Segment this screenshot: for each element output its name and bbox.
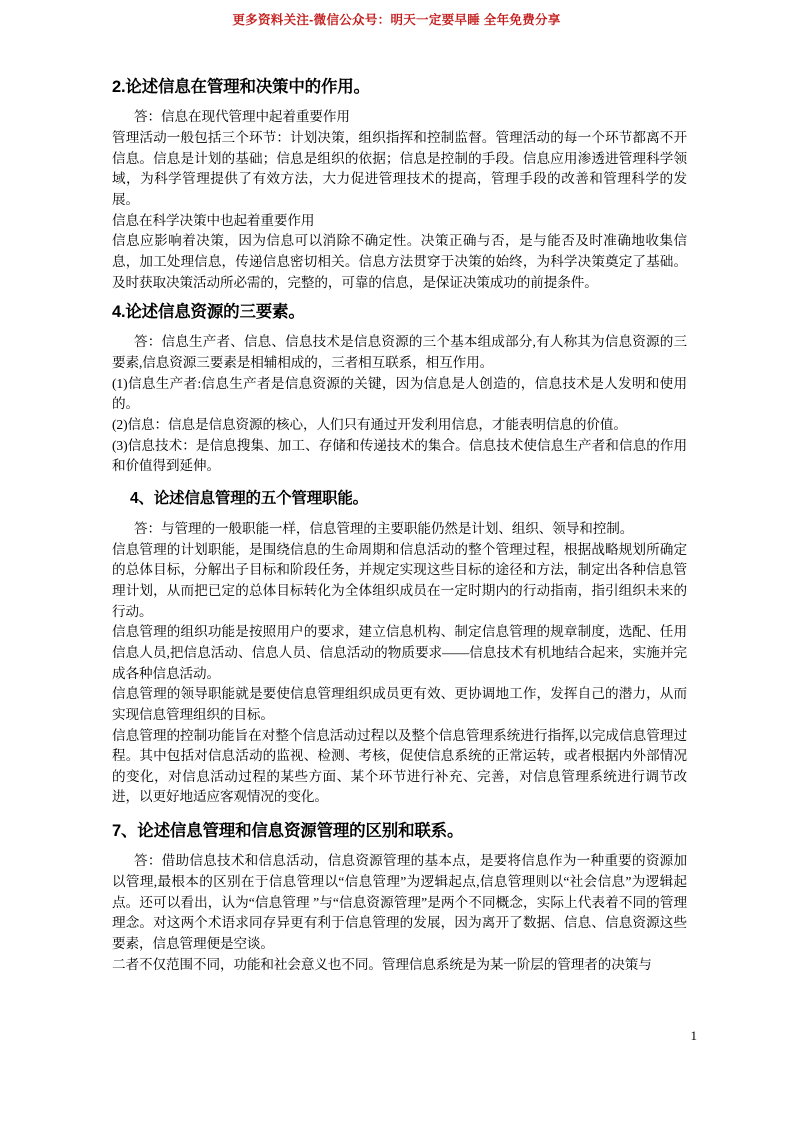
section-heading: 2.论述信息在管理和决策中的作用。 xyxy=(112,78,370,96)
section-block xyxy=(112,489,687,808)
section-block xyxy=(112,301,687,477)
paragraph: 信息管理的控制功能旨在对整个信息活动过程以及整个信息管理系统进行指挥,以完成信息管理过程。其中包括对信息活动的监视、检测、考核，促使信息系统的正常运转，或者根据内外部情况的变化，对信息活动过程的某些方面、某个环节进行补充、完善，对信息管理系统进行调节改进，以更好地适应客观情况的变化。 xyxy=(112,727,687,805)
section-heading: 7、论述信息管理和信息资源管理的区别和联系。 xyxy=(112,822,464,841)
paragraph: (2)信息：信息是信息资源的核心，人们只有通过开发利用信息，才能表明信息的价值。 xyxy=(112,417,627,433)
paragraph: (3)信息技术：是信息搜集、加工、存储和传递技术的集合。信息技术使信息生产者和信息的作用和价值得到延伸。 xyxy=(112,437,687,474)
paragraph: 答：信息在现代管理中起着重要作用 xyxy=(134,109,350,125)
paragraph: 答：借助信息技术和信息活动，信息资源管理的基本点，是要将信息作为一种重要的资源加以管理,最根本的区别在于信息管理以“信息管理”为逻辑起点,信息管理则以“社会信息”为逻辑起点。还可以看出，认为“信息管理 ”与“信息资源管理”是两个不同概念，实际上代表着不同的管理理念。对这两个术语求同存异更有利于信息管理的发展，因为离开了数据、信息、信息资源这些要素，信息管理便是空谈。 xyxy=(112,853,687,952)
section-heading: 4、论述信息管理的五个管理职能。 xyxy=(130,490,368,508)
paragraph: 管理活动一般包括三个环节：计划决策，组织指挥和控制监督。管理活动的每一个环节都离不开信息。信息是计划的基础；信息是组织的依据；信息是控制的手段。信息应用渗透进管理科学领域，为科学管理提供了有效方法，大力促进管理技术的提高，管理手段的改善和管理科学的发展。 xyxy=(112,129,687,207)
document-body xyxy=(112,76,687,983)
paragraph: 信息应影响着决策，因为信息可以消除不确定性。决策正确与否，是与能否及时准确地收集信息，加工处理信息，传递信息密切相关。信息方法贯穿于决策的始终，为科学决策奠定了基础。及时获取决策活动所必需的，完整的，可靠的信息，是保证决策成功的前提条件。 xyxy=(112,233,687,290)
paragraph: 二者不仅范围不同，功能和社会意义也不同。管理信息系统是为某一阶层的管理者的决策与 xyxy=(112,956,652,972)
paragraph: 答：信息生产者、信息、信息技术是信息资源的三个基本组成部分,有人称其为信息资源的三要素,信息资源三要素是相辅相成的，三者相互联系，相互作用。 xyxy=(112,334,687,371)
section-heading: 4.论述信息资源的三要素。 xyxy=(112,303,305,322)
paragraph: 信息在科学决策中也起着重要作用 xyxy=(112,212,315,228)
section-block xyxy=(112,76,687,293)
paragraph: (1)信息生产者:信息生产者是信息资源的关键，因为信息是人创造的，信息技术是人发明和使用的。 xyxy=(112,375,687,412)
page-number: 1 xyxy=(690,1028,697,1043)
paragraph: 答：与管理的一般职能一样，信息管理的主要职能仍然是计划、组织、领导和控制。 xyxy=(134,520,634,536)
paragraph: 信息管理的计划职能，是围绕信息的生命周期和信息活动的整个管理过程，根据战略规划所确定的总体目标，分解出子目标和阶段任务，并规定实现这些目标的途径和方法，制定出各种信息管理计划，从而把已定的总体目标转化为全体组织成员在一定时期内的行动指南，指引组织未来的行动。 xyxy=(112,541,687,619)
watermark-text: 更多资料关注-微信公众号：明天一定要早睡 全年免费分享 xyxy=(232,13,561,27)
paragraph: 信息管理的领导职能就是要使信息管理组织成员更有效、更协调地工作，发挥自己的潜力，从而实现信息管理组织的目标。 xyxy=(112,686,687,722)
section-block xyxy=(112,820,687,975)
paragraph: 信息管理的组织功能是按照用户的要求，建立信息机构、制定信息管理的规章制度，选配、任用信息人员,把信息活动、信息人员、信息活动的物质要求——信息技术有机地结合起来，实施并完成各种信息活动。 xyxy=(112,624,687,681)
